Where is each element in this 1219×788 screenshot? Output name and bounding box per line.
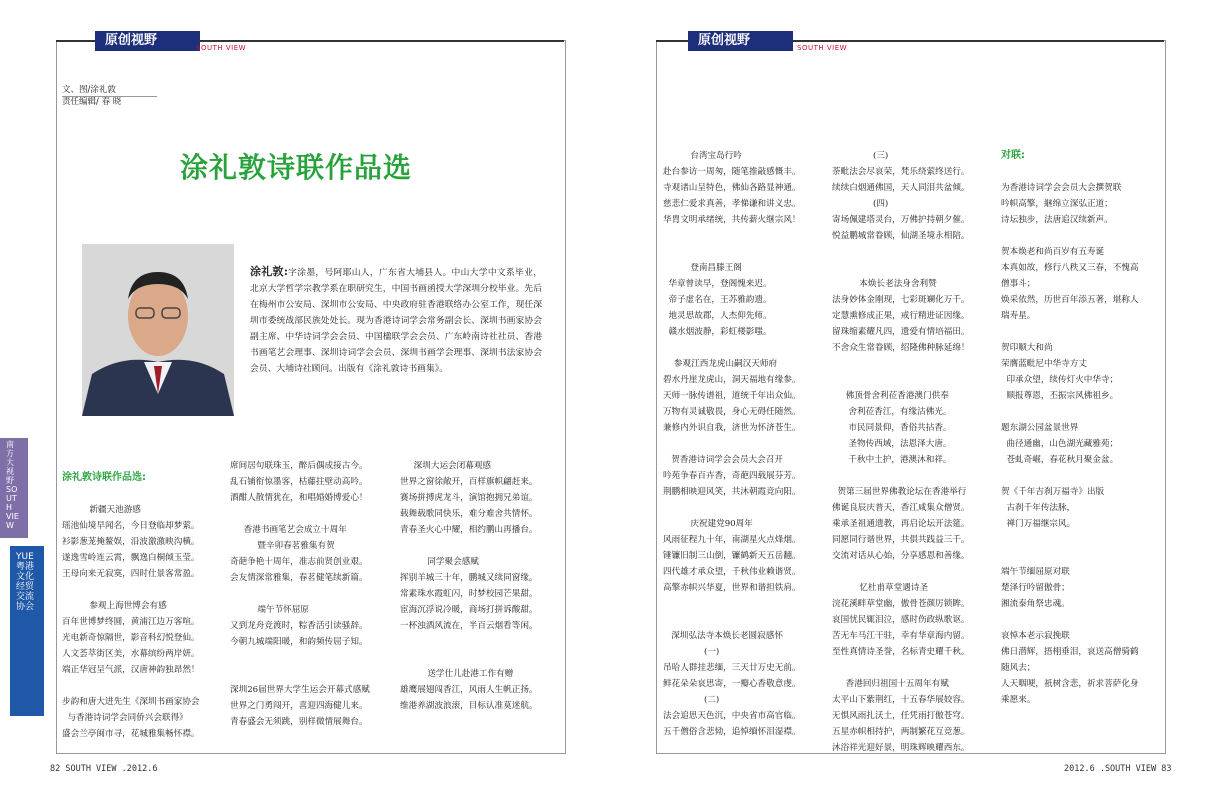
article-title: 涂礼敦诗联作品选 bbox=[180, 151, 413, 184]
left-column-3: 深圳大运会闭幕观感 世界之窗徐敞开，百样旗帜翩赶来。 赛场拼搏虎龙斗，演馆抱拥兄弟谊。 载舞载歌同快乐，难分难舍共情怀。 青春圣火心中耀，相约鹏山再播台。 同学聚会感赋 挥别羊城三十年，鹏城又续同窗缘。 常素珠水霞虹闪，时梦校园芒果甜。 宦海沉浮说冷暖，商场打拼诉酸甜。 一杯浊酒风流在，半百云烟看等闲。 送学仕儿赴港工作有赠 雄鹰展翅闯香江，风雨人生帆正扬。 维港养湖波浪滚，目标认准莫迷航。 bbox=[400, 461, 538, 711]
bio-name: 涂礼敦: bbox=[250, 265, 288, 278]
right-column-1: 台湾宝岛行吟 赴台参访一周匆，随笔推敲感慨丰。 寺观诸山呈特色，佛仙各路显神通。 慈悲仁爱求真善，孝悌谦和讲义忠。 华胄文明承绪统，共传薪火继宗风！ 登南昌滕王阁 华章曾读早，登阁愧来迟。 帝子虚名在，王苏雅韵遗。 地灵思故郡，人杰仰先师。 赣水烟波静，彩虹楼影嗤。 参观江西龙虎山嗣汉天师府 碧水丹崖龙虎山，洞天福地有缘参。 天师一脉传谱祖，道统千年出众仙。 万物有灵诚敬畏，身心无碍任随然。 兼修内外识自我，济世为怀济苍生。 贺香港诗词学会会员大会召开 吟苑争春百卉香，奇葩四载展芬芳。 荆鹏相映迎风笑，共沐朝霞竞向阳。 庆祝建党90周年 风雨征程九十年，南湖星火点烽烟。 锤镰旧制三山倒，镰鹤新天五岳翻。 四代雄才承众望，千秋伟业赖谐贤。 高擎赤帜兴华夏，世界和谐担铁肩。 深圳弘法寺本焕长老圆寂感怀 (一) 吊哈人群挂悲缅，三天廿万史无前。 鲜花朵朵哀思寄，一瓣心香敬意虔。 (二) 法会追思天色沉，中央省市高官临。 五千僧俗含悲恸，追悼缅怀泪湿襟。 bbox=[663, 151, 801, 737]
magazine-side-label: 南方大视野 SOUTH VIEW bbox=[6, 440, 19, 530]
credit-author: 文、图/涂礼敦 bbox=[62, 85, 116, 95]
left-footer: 82 SOUTH VIEW .2012.6 bbox=[50, 764, 158, 774]
right-section-en: SOUTH VIEW bbox=[797, 44, 848, 52]
author-bio bbox=[250, 264, 542, 377]
author-portrait-image bbox=[82, 244, 234, 416]
left-section-tab: 原创视野 bbox=[95, 31, 200, 51]
left-column-2: 席间居句联珠玉，醉后偶成接古今。 乱石铺衔惊墨客，枯藤拄壁动高吟。 酒酣人散情犹在，和唱婚婚博爱心！ 香港书画笔艺会成立十周年 暨辛卯春茗雅集有贺 奇葩争艳十周年，准志前贤创业艰。 会友情深常雅集，春茗健笔续新篇。 端午节怀屈原 又到龙舟竞渡时，粽香活引读骚辞。 今朝九城端阳暖，和韵频传屈子知。 深圳26届世界大学生运会开幕式感赋 世界之门勇闯开，喜迎四海健儿来。 青春盛会无须跳，别样微情展舞台。 bbox=[230, 461, 370, 727]
right-footer: 2012.6 .SOUTH VIEW 83 bbox=[1064, 764, 1172, 774]
credit-editor: 责任编辑/ 春 晓 bbox=[62, 97, 122, 107]
credits-rule bbox=[62, 96, 157, 97]
column-heading: 涂礼敦诗联作品选: bbox=[62, 472, 146, 483]
author-photo bbox=[82, 244, 234, 416]
right-section-tab: 原创视野 bbox=[688, 31, 793, 51]
bio-text: 字涂墨，号阿耶山人，广东省大埔县人。中山大学中文系毕业，北京大学哲学宗教学系在职研究生，中国书画函授大学深圳分校毕业。先后在梅州市公安局、深圳市公安局、中央政府驻香港联络办公室工作，现任深圳市委统战部民族处处长。现为香港诗词学会常务副会长、深圳书画家协会副主席、中华诗词学会会员、中国楹联学会会员、广东岭南诗社社员、香港书画笔艺会理事、深圳诗词学会会员、深圳书画学会理事、深圳书法家协会会员、大埔诗社顾问。出版有《涂礼敦诗书画集》。 bbox=[250, 268, 542, 374]
right-column-2: (三) 荼毗法会尽哀荣，梵乐绕萦终送行。 续续白烟通佛国，天人同泪共盆倾。 (四) 寄场佩建塔灵台，万佛护持朝夕催。 悦益鹏城常眷顾，仙湖圣境永相陪。 本焕长老法身舍利赞 法身妙体金刚现，七彩斑斓化万千。 定慧熏修成正果，戒行精进证因缘。 留珠缩素耀凡四，遗爱有情培福田。 不舍众生常眷顾，绍隆佛种脉延绵！ 佛顶骨舍利莅香港澳门供奉 舍利莅香江，有缘沽佛光。 市民同景仰，香俗共拈香。 圣物传西域，法恩泽大唐。 千秋中土护，港澳沐和祥。 贺第三届世界佛教论坛在香港举行 佛诞良辰庆普天，香江咸集众僧贤。 乘承圣祖通遗教，再启论坛开法筵。 同愿同行谐世界，共俱共践益三千。 交流对话从心始，分享感恩和善缘。 忆杜甫草堂遇诗圣 浣花溪畔草堂幽，傲骨苍颜厉锁眸。 哀国忧民辄泪泣，感时伤政纵歌讴。 苦无车马江干驻，幸有华章海内留。 至性真情诗圣誉，名标青史耀千秋。 香港回归祖国十五周年有赋 太平山下紫荆红，十五春华展姣容。 无惧风雨扎沃土，任凭雨打傲苍穹。 五星赤帜相持护，两制繁花互竞葱。 沐浴祥光迎好景，明珠辉映耀西东。 bbox=[832, 151, 970, 753]
right-column-3: 对联: 为香港诗词学会会员大会撰贺联 吟帜高擎，継绵立深弘正道； 诗坛独步，法唐追汉续新声。 贺本焕老和尚百岁有五寿诞 本真如故，修行八秩又三春，不愧高 僧事斗； 焕采依然，历世百年添五著，堪称人 瑞寿星。 贺印顺大和尚 荣膺蓝毗尼中华寺方丈 印承众望，续传灯火中华寺； 顺报尊恩，丕振宗风佛祖乡。 题东湖公园盆景世界 曲径通幽，山色湖光藏雅苑； 苍虬奇崛，春花秋月聚金盆。 贺《千年吉刹万福寺》出版 古刹千年传法脉， 禅门万福继宗风。 端午节缅屈原对联 楚泽行吟留傲骨； 湘流泰角祭忠魂。 哀悼本老示寂挽联 佛日潜辉，捂栩垂泪，哀送高僧骑鹤 随风去； 人天咽哽，祇树含悲，祈求菩萨化身 乘愿来。 bbox=[1001, 150, 1139, 705]
left-column-1: 涂礼敦诗联作品选: 新疆天池游感 瑶池仙境早闻名，今日登临却梦萦。 衫影葱茏掩鳌娱，沿波激激映沟横。 遂逸雪岭连云霄，飘逸白桐倾玉莹。 王母向来无寂寞，四时仕景客常盈。 参观上海世博会有感 百年世博梦终圆，黄浦江边万客喧。 光电新奇惊隔世，影音科幻悦登仙。 人文荟萃街区美，水幕缤纷两岸妍。 端正华冠呈气派，汉唐神韵独昂然！ 步韵和唐大进先生《深圳书画家协会 与香港诗词学会同侨兴会联得》 盛会兰亭闽市寻，花城雅集畅怀襟。 bbox=[62, 472, 200, 739]
association-logo-text: YUE 粤港文化经贸交流协会 bbox=[16, 552, 35, 612]
left-section-en: SOUTH VIEW bbox=[196, 44, 247, 52]
column-heading: 对联: bbox=[1001, 150, 1025, 161]
